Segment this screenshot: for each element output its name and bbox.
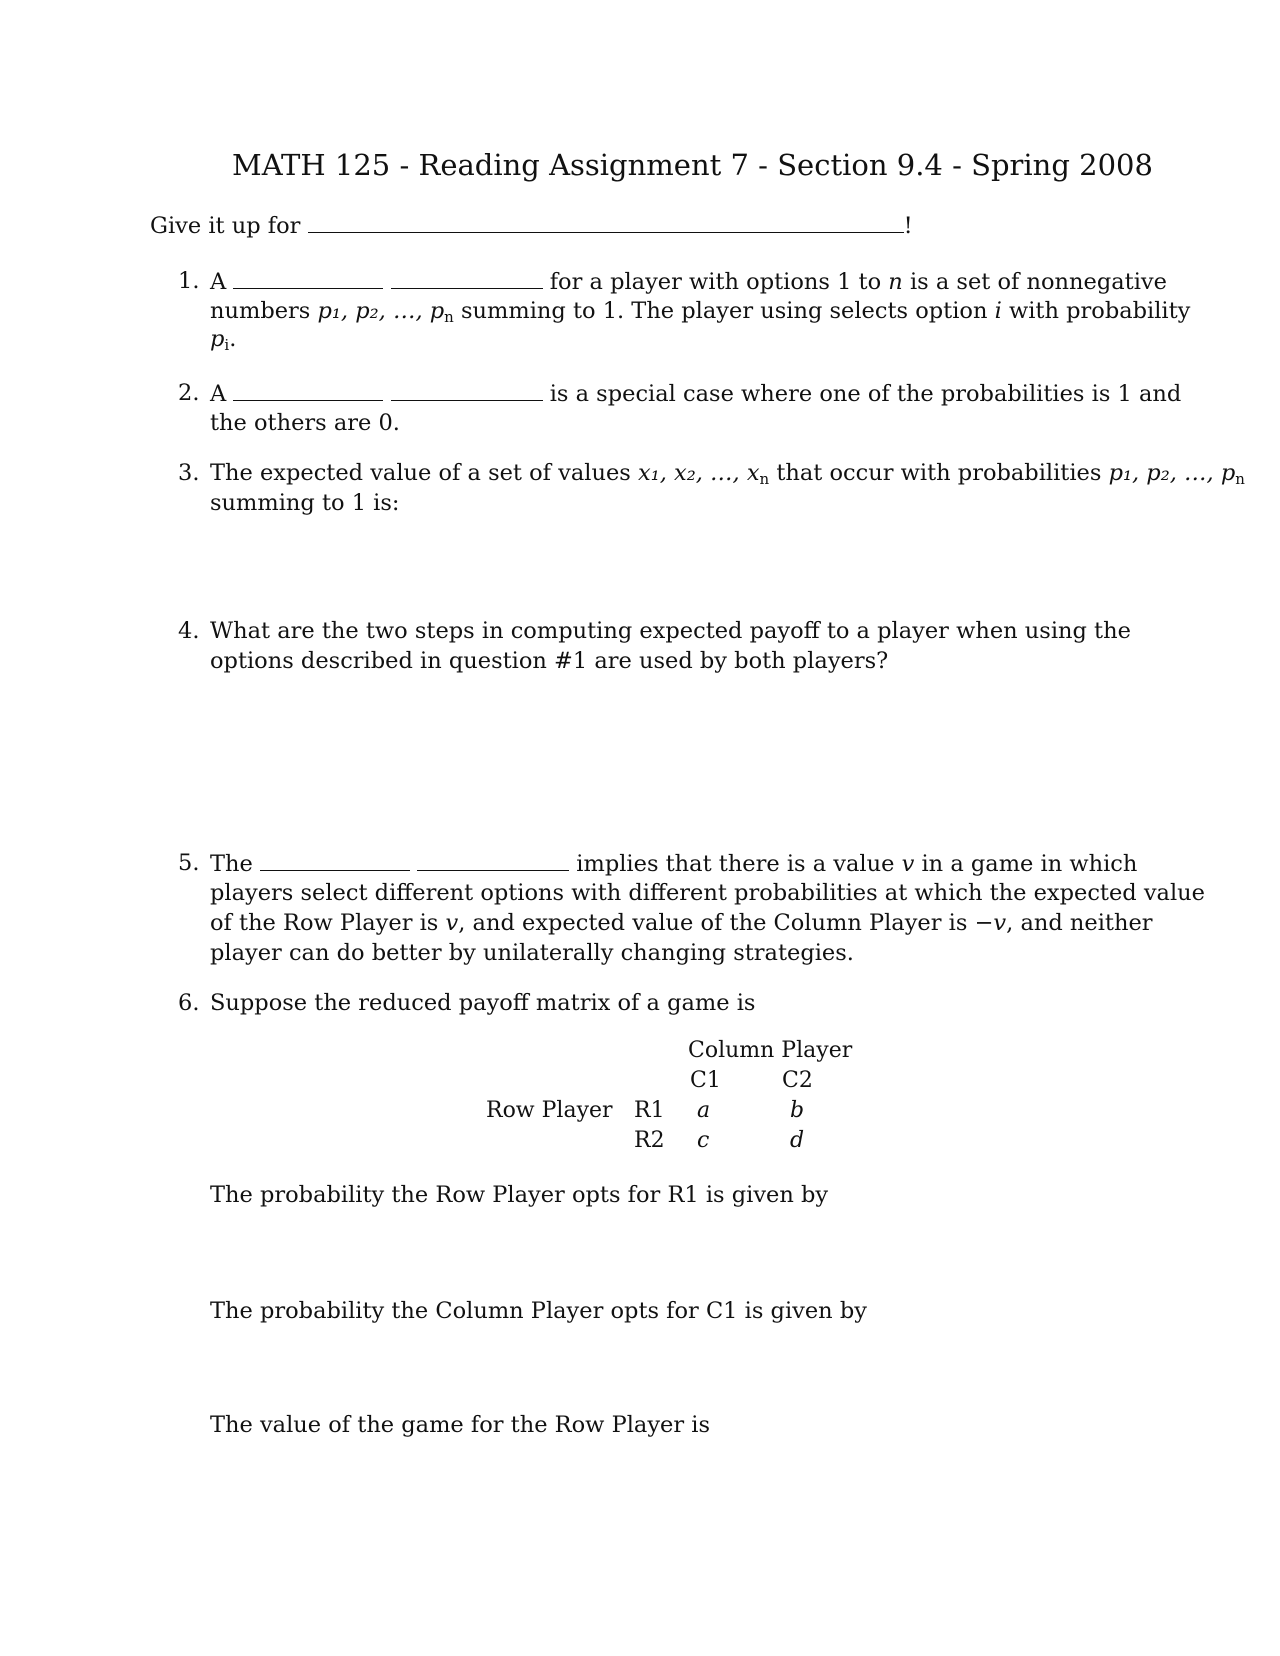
q5-blank-2[interactable]: [417, 850, 569, 871]
col-header-c1: C1: [690, 1068, 721, 1093]
cell-r1-c2: b: [790, 1098, 805, 1123]
q1-number: 1.: [178, 268, 200, 294]
column-player-label: Column Player: [688, 1038, 853, 1063]
q4-number: 4.: [178, 618, 200, 644]
q4-line1: What are the two steps in computing expected payoff to a player when using the: [210, 618, 1131, 644]
q3-number: 3.: [178, 460, 200, 486]
q1-line2: numbers p₁, p₂, …, $p_n$ summing to 1. The player using selects option i with probability: [210, 298, 1191, 326]
q6-prob-row: The probability the Row Player opts for R1 is given by: [210, 1182, 829, 1208]
q2-line1: A is a special case where one of the probabilities is 1 and: [210, 381, 1182, 407]
page-title: MATH 125 - Reading Assignment 7 - Section 9.4 - Spring 2008: [232, 148, 1153, 182]
row-label-r1: R1: [634, 1098, 665, 1123]
name-line: [150, 212, 913, 239]
q6-value: The value of the game for the Row Player is: [210, 1412, 710, 1438]
give-label: Give it up for: [150, 213, 301, 239]
row-player-label: Row Player: [486, 1098, 613, 1123]
q1-line3: $p_i$.: [210, 326, 237, 354]
q4-line2: options described in question #1 are used by both players?: [210, 648, 889, 674]
q1-line1: A for a player with options 1 to n is a set of nonnegative: [210, 269, 1167, 295]
q5-line3: of the Row Player is v, and expected value of the Column Player is −v, and neither: [210, 910, 1153, 936]
cell-r2-c1: c: [697, 1128, 710, 1153]
q6-intro: Suppose the reduced payoff matrix of a game is: [210, 990, 756, 1016]
q2-number: 2.: [178, 380, 200, 406]
row-label-r2: R2: [634, 1128, 665, 1153]
q1-blank-2[interactable]: [391, 268, 543, 289]
q1-blank-1[interactable]: [233, 268, 383, 289]
cell-r1-c1: a: [697, 1098, 711, 1123]
cell-r2-c2: d: [790, 1128, 805, 1153]
q5-line2: players select different options with different probabilities at which the expected value: [210, 880, 1205, 906]
q5-number: 5.: [178, 850, 200, 876]
q5-line1: The implies that there is a value v in a game in which: [210, 851, 1138, 877]
q6-prob-col: The probability the Column Player opts for C1 is given by: [210, 1298, 867, 1324]
q3-line1: The expected value of a set of values x₁, x₂, …, $x_n$ that occur with probabilities p₁, p₂, …, $p_n$: [210, 460, 1245, 488]
q2-blank-2[interactable]: [391, 380, 543, 401]
col-header-c2: C2: [782, 1068, 813, 1093]
q5-line4: player can do better by unilaterally changing strategies.: [210, 940, 854, 966]
give-end: !: [903, 213, 913, 239]
name-blank[interactable]: [308, 212, 904, 233]
q2-line2: the others are 0.: [210, 410, 400, 436]
q5-blank-1[interactable]: [260, 850, 410, 871]
q3-line2: summing to 1 is:: [210, 490, 400, 516]
q2-blank-1[interactable]: [233, 380, 383, 401]
q6-number: 6.: [178, 990, 200, 1016]
